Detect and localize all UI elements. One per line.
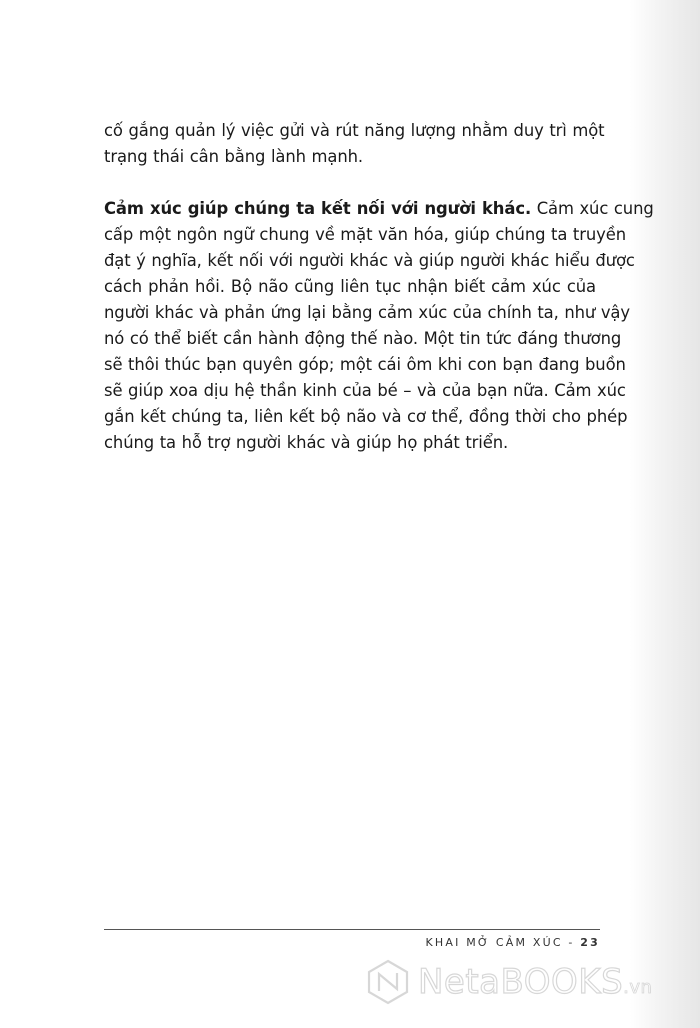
watermark-suffix: .vn	[623, 977, 653, 998]
running-footer	[425, 936, 600, 949]
footer-divider	[104, 929, 600, 930]
page-number: 23	[580, 936, 600, 949]
paragraph-line: sẽ giúp xoa dịu hệ thần kinh của bé – và của bạn nữa. Cảm xúc	[104, 381, 626, 400]
paragraph-line: cố gắng quản lý việc gửi và rút năng lượng nhằm duy trì một	[104, 121, 605, 140]
watermark-text	[418, 962, 652, 1002]
paragraph-2	[104, 196, 654, 456]
paragraph-line: cấp một ngôn ngữ chung về mặt văn hóa, giúp chúng ta truyền	[104, 225, 627, 244]
paragraph-line: người khác và phản ứng lại bằng cảm xúc của chính ta, như vậy	[104, 303, 630, 322]
paragraph-line-first	[104, 196, 654, 222]
running-title: KHAI MỞ CẢM XÚC -	[425, 936, 581, 949]
paragraph-lead-bold: Cảm xúc giúp chúng ta kết nối với người khác.	[104, 199, 532, 218]
neta-logo-icon	[364, 958, 412, 1006]
paragraph-line-tail: Cảm xúc cung	[531, 199, 654, 218]
watermark-brand: NetaBOOKS	[418, 962, 624, 1002]
paragraph-line: cách phản hồi. Bộ não cũng liên tục nhận biết cảm xúc của	[104, 277, 596, 296]
paragraph-line: gắn kết chúng ta, liên kết bộ não và cơ thể, đồng thời cho phép	[104, 407, 628, 426]
paragraph-1	[104, 118, 605, 170]
watermark	[364, 952, 652, 1012]
paragraph-line: đạt ý nghĩa, kết nối với người khác và giúp người khác hiểu được	[104, 251, 635, 270]
paragraph-line: trạng thái cân bằng lành mạnh.	[104, 147, 364, 166]
paragraph-line: nó có thể biết cần hành động thế nào. Một tin tức đáng thương	[104, 329, 622, 348]
paragraph-line: sẽ thôi thúc bạn quyên góp; một cái ôm khi con bạn đang buồn	[104, 355, 626, 374]
paragraph-line: chúng ta hỗ trợ người khác và giúp họ phát triển.	[104, 433, 509, 452]
